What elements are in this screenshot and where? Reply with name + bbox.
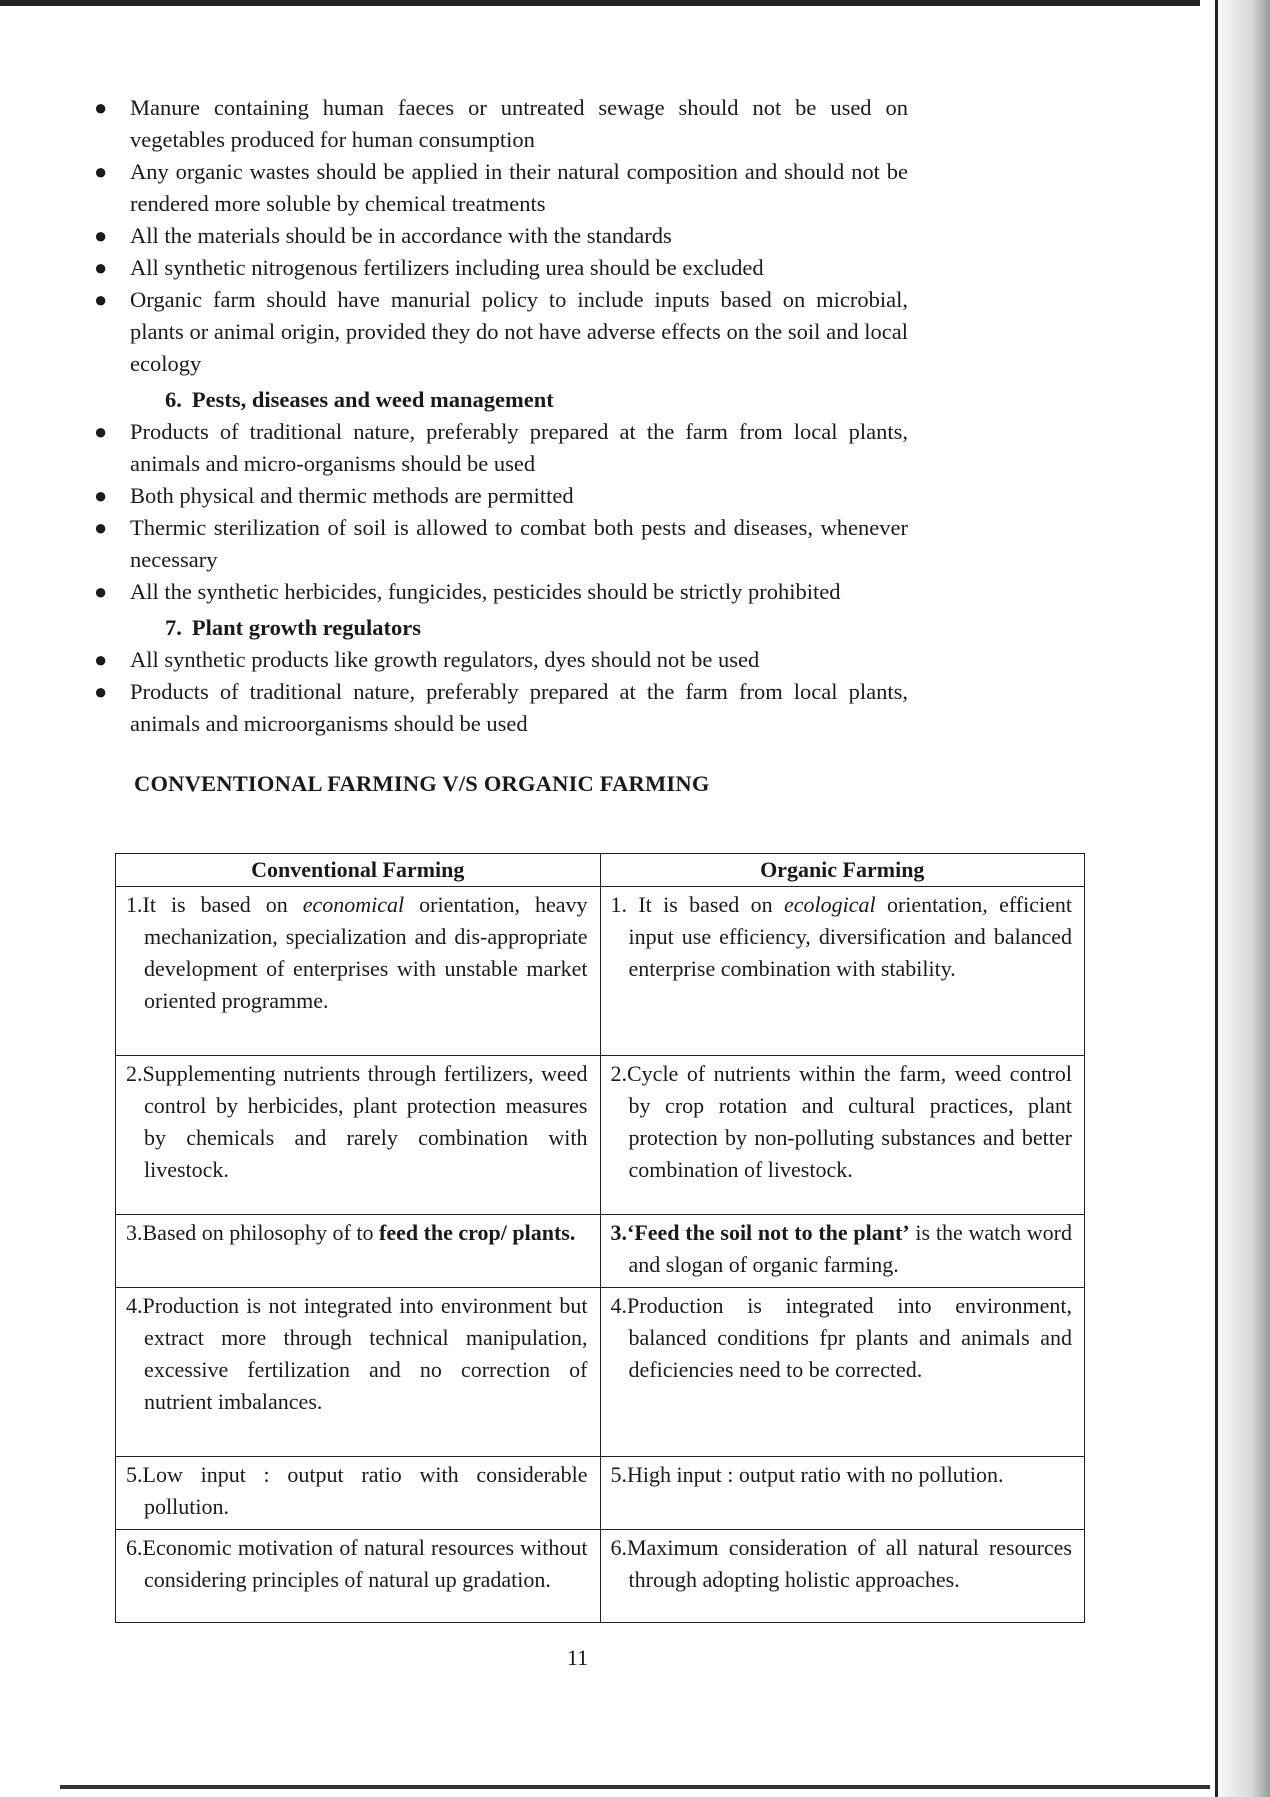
comparison-table	[115, 853, 1085, 1623]
bullet-icon: ●	[94, 647, 108, 672]
table-row	[116, 1056, 1085, 1215]
column-header-conventional: Conventional Farming	[116, 854, 601, 887]
column-header-organic: Organic Farming	[600, 854, 1085, 887]
list-item: ● All synthetic products like growth regulators, dyes should not be used	[130, 644, 908, 676]
table-row	[116, 1288, 1085, 1457]
bullet-icon: ●	[94, 483, 108, 508]
conventional-cell: 4.Production is not integrated into environment but extract more through technical manipulation, excessive fertilization and no correction of nutrient imbalances.	[116, 1288, 601, 1457]
bullet-icon: ●	[94, 159, 108, 184]
bullet-icon: ●	[94, 419, 108, 444]
list-item: ● Manure containing human faeces or untreated sewage should not be used on vegetables produced for human consumption	[130, 92, 908, 156]
conventional-cell: 3.Based on philosophy of to feed the crop/ plants.	[116, 1215, 601, 1288]
regulators-bullet-list	[94, 644, 908, 740]
list-item: ● Products of traditional nature, preferably prepared at the farm from local plants, animals and micro-organisms should be used	[130, 416, 908, 480]
conventional-cell: 5.Low input : output ratio with considerable pollution.	[116, 1457, 601, 1530]
organic-cell: 2.Cycle of nutrients within the farm, weed control by crop rotation and cultural practices, plant protection by non-polluting substances and better combination of livestock.	[600, 1056, 1085, 1215]
scan-bottom-edge	[60, 1785, 1210, 1789]
page-number: 11	[567, 1645, 589, 1670]
table-row	[116, 887, 1085, 1056]
section-6-heading: 6. Pests, diseases and weed management	[165, 387, 554, 412]
bullet-icon: ●	[94, 515, 108, 540]
bullet-icon: ●	[94, 255, 108, 280]
bullet-icon: ●	[94, 223, 108, 248]
organic-cell: 3.‘Feed the soil not to the plant’ is the watch word and slogan of organic farming.	[600, 1215, 1085, 1288]
scan-right-edge	[1215, 0, 1218, 1797]
section-7-heading: 7. Plant growth regulators	[165, 615, 422, 640]
comparison-title: CONVENTIONAL FARMING V/S ORGANIC FARMING	[134, 771, 710, 796]
organic-cell: 4.Production is integrated into environment, balanced conditions fpr plants and animals and deficiencies need to be corrected.	[600, 1288, 1085, 1457]
list-item: ● All synthetic nitrogenous fertilizers including urea should be excluded	[130, 252, 908, 284]
conventional-cell: 2.Supplementing nutrients through fertilizers, weed control by herbicides, plant protection measures by chemicals and rarely combination with livestock.	[116, 1056, 601, 1215]
list-item: ● All the synthetic herbicides, fungicides, pesticides should be strictly prohibited	[130, 576, 908, 608]
organic-cell: 5.High input : output ratio with no pollution.	[600, 1457, 1085, 1530]
bullet-icon: ●	[94, 95, 108, 120]
pests-bullet-list	[94, 416, 908, 608]
list-item: ● Thermic sterilization of soil is allowed to combat both pests and diseases, whenever necessary	[130, 512, 908, 576]
bullet-icon: ●	[94, 579, 108, 604]
list-item: ● Products of traditional nature, preferably prepared at the farm from local plants, animals and microorganisms should be used	[130, 676, 908, 740]
page-content	[94, 92, 1090, 800]
scan-top-edge	[0, 0, 1200, 6]
list-item: ● Organic farm should have manurial policy to include inputs based on microbial, plants or animal origin, provided they do not have adverse effects on the soil and local ecology	[130, 284, 908, 380]
organic-cell: 1. It is based on ecological orientation, efficient input use efficiency, diversification and balanced enterprise combination with stability.	[600, 887, 1085, 1056]
list-item: ● Both physical and thermic methods are permitted	[130, 480, 908, 512]
list-item: ● All the materials should be in accordance with the standards	[130, 220, 908, 252]
bullet-icon: ●	[94, 679, 108, 704]
table-row	[116, 1215, 1085, 1288]
table-header-row	[116, 854, 1085, 887]
conventional-cell: 1.It is based on economical orientation, heavy mechanization, specialization and dis-appropriate development of enterprises with unstable market oriented programme.	[116, 887, 601, 1056]
manure-bullet-list	[94, 92, 908, 380]
table-row	[116, 1457, 1085, 1530]
list-item: ● Any organic wastes should be applied in their natural composition and should not be rendered more soluble by chemical treatments	[130, 156, 908, 220]
bullet-icon: ●	[94, 287, 108, 312]
conventional-cell: 6.Economic motivation of natural resources without considering principles of natural up gradation.	[116, 1530, 601, 1623]
organic-cell: 6.Maximum consideration of all natural resources through adopting holistic approaches.	[600, 1530, 1085, 1623]
table-row	[116, 1530, 1085, 1623]
